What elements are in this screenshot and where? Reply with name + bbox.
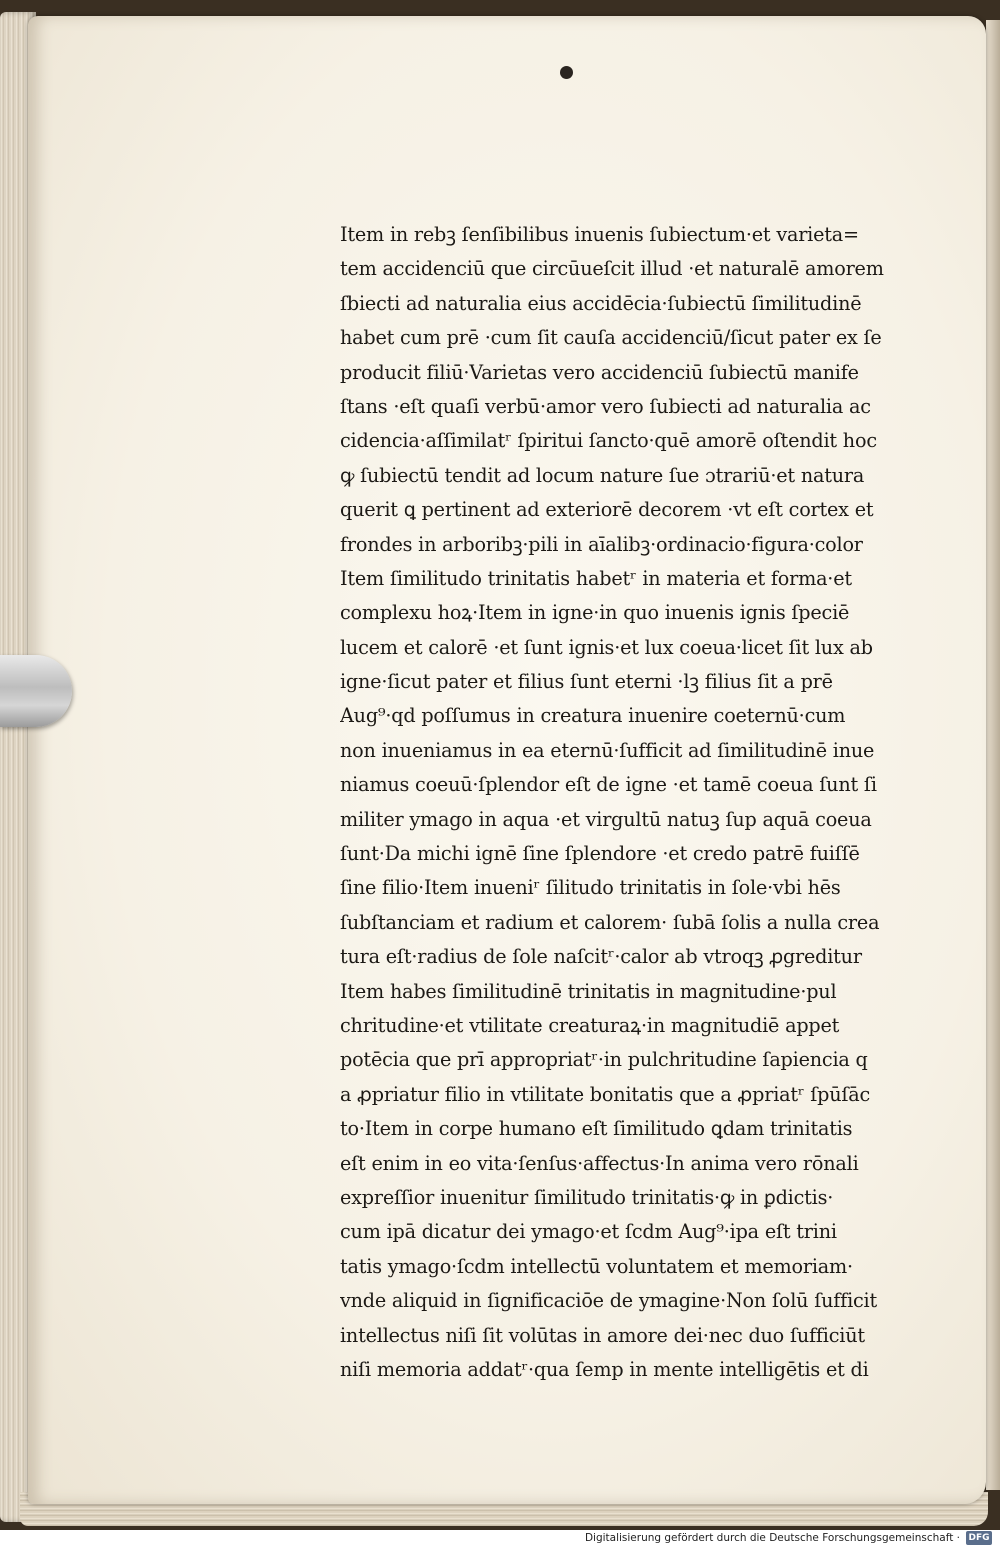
text-line: lucem et calorē ·et ſunt ignis·et lux coeua·licet ſit lux ab [340,635,873,659]
text-line: eſt enim in eo vita·ſenſus·affectus·In anima vero rōnali [340,1151,859,1175]
text-line: complexu hoꝝ·Item in igne·in quo inuenis ignis ſpeciē [340,601,850,625]
text-line: to·Item in corpe humano eſt ſimilitudo ꝗdam trinitatis [340,1117,853,1141]
text-line: chritudine·et vtilitate creaturaꝝ·in magnitudiē appet [340,1013,840,1037]
text-line: Item ſimilitudo trinitatis habetʳ in materia et forma·et [340,566,852,590]
text-line: tatis ymago·ſcdm intellectū voluntatem et memoriam· [340,1254,853,1278]
text-line: ſubſtanciam et radium et calorem· ſubā ſolis a nulla crea [340,910,880,934]
text-line: vnde aliquid in ſignificaciōe de ymagine·Non ſolū ſufficit [340,1289,878,1313]
text-line: niſi memoria addatʳ·qua ſemp in mente intelligētis et di [340,1357,869,1381]
text-line: querit ꝗ pertinent ad exteriorē decorem ·vt eſt cortex et [340,498,874,522]
text-line: ſine filio·Item inueniʳ ſilitudo trinitatis in ſole·vbi hēs [340,876,841,900]
text-line: ſbiecti ad naturalia eius accidēcia·ſubiectū ſimilitudinē [340,291,862,315]
text-line: niamus coeuū·ſplendor eſt de igne ·et tamē coeua ſunt ſi [340,773,877,797]
text-line: a ꝓpriatur filio in vtilitate bonitatis que a ꝓpriatʳ ſpūſāc [340,1082,871,1106]
text-line: ſtans ·eſt quaſi verbū·amor vero ſubiecti ad naturalia ac [340,394,871,418]
text-line: Aug⁹·qd poſſumus in creatura inuenire coeternū·cum [340,704,846,728]
bookmark-tab [0,655,72,727]
text-line: Item in rebꝫ ſenſibilibus inuenis ſubiectum·et varieta= [340,223,859,246]
text-line: expreſſior inuenitur ſimilitudo trinitatis·ꝙ in ꝑdictis· [340,1185,834,1209]
text-line: cidencia·aſſimilatʳ ſpiritui ſancto·quē amorē oſtendit hoc [340,429,877,453]
page-text-block [340,218,940,1387]
book-page-edges-right [986,20,1000,1490]
text-line: tura eſt·radius de ſole naſcitʳ·calor ab vtroqꝫ ꝓgreditur [340,945,862,969]
text-line: ſunt·Da michi ignē ſine ſplendore ·et credo patrē fuiſſē [340,842,860,866]
text-line: intellectus niſi ſit volūtas in amore dei·nec duo ſufficiūt [340,1323,865,1347]
footer-credit: Digitalisierung gefördert durch die Deutsche Forschungsgemeinschaft · [584,1532,960,1544]
text-line: frondes in arboribꝫ·pili in aīalibꝫ·ordinacio·figura·color [340,532,863,556]
text-line: igne·ſicut pater et filius ſunt eterni ·lꝫ filius ſit a prē [340,670,833,694]
dfg-logo: DFG [966,1531,992,1545]
text-line: producit filiū·Varietas vero accidenciū ſubiectū manife [340,360,859,384]
text-line: ꝙ ſubiectū tendit ad locum nature ſue ɔtrariū·et natura [340,463,865,487]
text-line: potēcia que prī appropriatʳ·in pulchritudine ſapiencia q [340,1048,868,1072]
text-line: non inueniamus in ea eternū·ſufficit ad ſimilitudinē inue [340,738,875,762]
text-line: Item habes ſimilitudinē trinitatis in magnitudine·pul [340,979,837,1003]
text-line: cum ipā dicatur dei ymago·et ſcdm Aug⁹·ipa eſt trini [340,1220,837,1244]
text-line: militer ymago in aqua ·et virgultū natuꝫ ſup aquā coeua [340,807,872,831]
text-line: tem accidenciū que circūueſcit illud ·et naturalē amorem [340,257,884,281]
ink-blot-mark [560,66,573,79]
text-line: habet cum prē ·cum ſit cauſa accidenciū/ſicut pater ex ſe [340,326,882,350]
